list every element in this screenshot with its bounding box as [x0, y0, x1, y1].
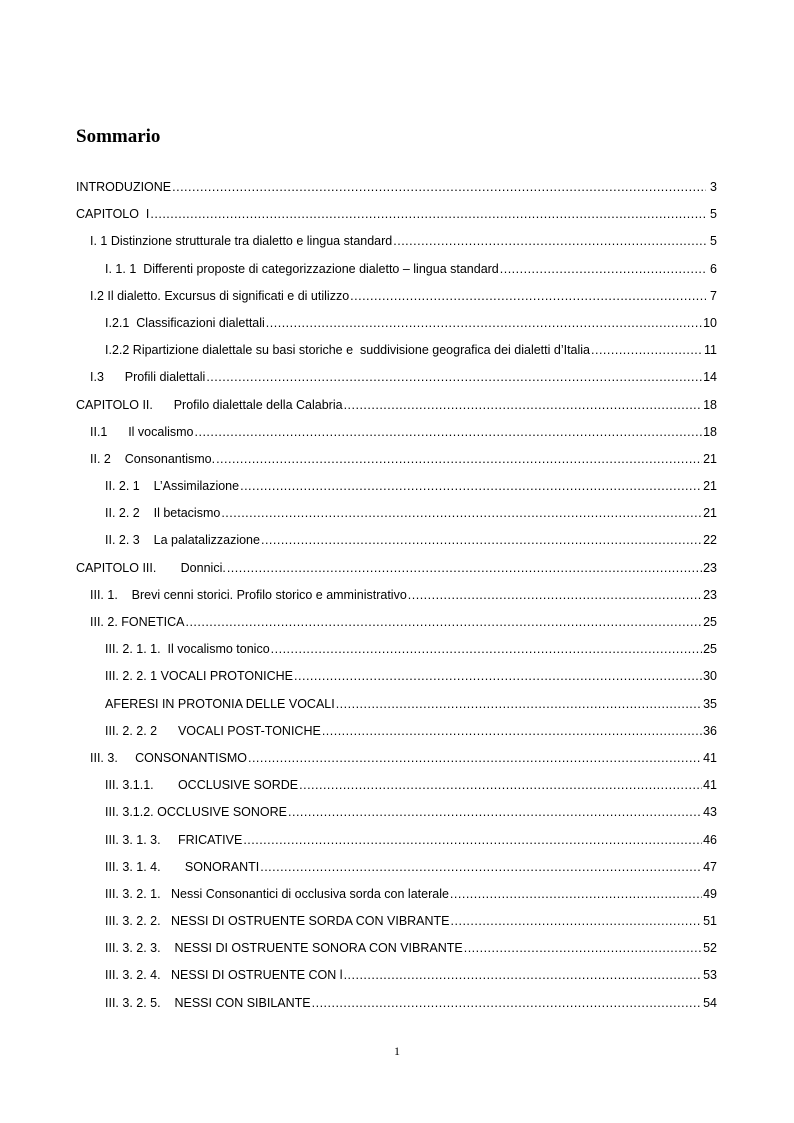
toc-entry-page: 23	[703, 587, 717, 602]
dot-leader	[195, 425, 703, 439]
toc-entry-label: I. 1. 1 Differenti proposte di categorizzazione dialetto – lingua standard	[105, 261, 499, 276]
toc-entry[interactable]	[76, 968, 717, 995]
dot-leader	[150, 207, 706, 221]
toc-entry[interactable]	[76, 289, 717, 316]
toc-entry-page: 53	[703, 968, 717, 983]
toc-entry[interactable]	[76, 506, 717, 533]
toc-entry[interactable]	[76, 615, 717, 642]
toc-entry[interactable]	[76, 941, 717, 968]
dot-leader	[221, 506, 702, 520]
dot-leader	[336, 697, 702, 711]
toc-entry-page: 47	[703, 859, 717, 874]
toc-entry-page: 25	[703, 615, 717, 629]
toc-entry-label: CAPITOLO III. Donnici.	[76, 560, 226, 575]
toc-entry-label: II. 2. 1 L’Assimilazione	[105, 479, 240, 494]
toc-entry-label: III. 3. CONSONANTISMO	[90, 750, 247, 765]
toc-entry-label: AFERESI IN PROTONIA DELLE VOCALI	[105, 696, 335, 711]
toc-entry-label: INTRODUZIONE	[76, 180, 172, 194]
toc-entry[interactable]	[76, 669, 717, 696]
toc-entry-page: 52	[703, 941, 717, 956]
dot-leader	[216, 452, 702, 466]
toc-entry-label: III. 3. 2. 4. NESSI DI OSTRUENTE CON l	[105, 968, 343, 983]
toc-entry-page: 5	[710, 234, 717, 249]
dot-leader	[322, 724, 702, 738]
toc-entry-page: 35	[703, 696, 717, 711]
toc-entry-page: 21	[703, 506, 717, 521]
dot-leader	[344, 968, 703, 982]
toc-entry[interactable]	[76, 805, 717, 832]
dot-leader	[350, 289, 706, 303]
page-title: Sommario	[76, 126, 161, 147]
dot-leader	[294, 669, 702, 683]
toc-entry[interactable]	[76, 724, 717, 751]
dot-leader	[172, 180, 706, 194]
toc-entry[interactable]	[76, 751, 717, 778]
dot-leader	[500, 262, 706, 276]
toc-entry[interactable]	[76, 370, 717, 397]
dot-leader	[185, 615, 702, 629]
toc-entry-label: I.3 Profili dialettali	[90, 370, 206, 385]
toc-entry-page: 22	[703, 533, 717, 548]
toc-entry[interactable]	[76, 697, 717, 724]
dot-leader	[248, 751, 702, 765]
toc-entry[interactable]	[76, 778, 717, 805]
dot-leader	[451, 914, 703, 928]
toc-entry[interactable]	[76, 316, 717, 343]
toc-entry-label: I.2.1 Classificazioni dialettali	[105, 315, 265, 330]
dot-leader	[464, 941, 702, 955]
toc-entry[interactable]	[76, 425, 717, 452]
toc-entry[interactable]	[76, 642, 717, 669]
dot-leader	[344, 398, 703, 412]
toc-entry[interactable]	[76, 234, 717, 261]
dot-leader	[227, 561, 702, 575]
toc-entry-label: I.2.2 Ripartizione dialettale su basi storiche e suddivisione geografica dei dialetti d’Italia	[105, 343, 591, 358]
toc-entry-page: 10	[703, 315, 717, 330]
toc-entry-page: 23	[703, 560, 717, 575]
dot-leader	[591, 343, 703, 357]
toc-entry-page: 25	[703, 642, 717, 657]
toc-entry-label: III. 1. Brevi cenni storici. Profilo storico e amministrativo	[90, 587, 407, 602]
toc-entry-page: 46	[703, 832, 717, 847]
toc-entry-page: 49	[703, 886, 717, 901]
dot-leader	[408, 588, 702, 602]
toc-entry[interactable]	[76, 561, 717, 588]
toc-entry-page: 18	[703, 424, 717, 439]
toc-entry[interactable]	[76, 860, 717, 887]
toc-entry[interactable]	[76, 914, 717, 941]
toc-entry[interactable]	[76, 207, 717, 234]
dot-leader	[450, 887, 702, 901]
toc-entry-page: 14	[703, 370, 717, 385]
dot-leader	[266, 316, 702, 330]
toc-entry[interactable]	[76, 262, 717, 289]
toc-entry-page: 21	[703, 451, 717, 466]
toc-entry-label: III. 3. 1. 3. FRICATIVE	[105, 832, 243, 847]
toc-entry-label: III. 2. 2. 1 VOCALI PROTONICHE	[105, 669, 294, 684]
toc-entry-label: III. 3. 2. 1. Nessi Consonantici di occlusiva sorda con laterale	[105, 886, 449, 901]
toc-entry-label: II. 2. 3 La palatalizzazione	[105, 533, 260, 548]
toc-entry-label: CAPITOLO I	[76, 207, 150, 222]
dot-leader	[260, 860, 702, 874]
toc-entry[interactable]	[76, 996, 717, 1023]
page-number: 1	[394, 1044, 400, 1058]
toc-entry-label: III. 3. 2. 5. NESSI CON SIBILANTE	[105, 995, 311, 1010]
dot-leader	[261, 533, 702, 547]
toc-entry-page: 3	[710, 180, 717, 194]
toc-entry[interactable]	[76, 479, 717, 506]
toc-entry-page: 11	[704, 343, 717, 358]
toc-entry-label: III. 3. 1. 4. SONORANTI	[105, 859, 260, 874]
toc-entry-label: II. 2. 2 Il betacismo	[105, 506, 221, 521]
toc-entry-label: III. 2. FONETICA	[90, 615, 185, 629]
dot-leader	[240, 479, 702, 493]
dot-leader	[299, 778, 702, 792]
toc-entry-label: II.1 Il vocalismo	[90, 424, 194, 439]
toc-entry-page: 5	[710, 207, 717, 222]
dot-leader	[312, 996, 702, 1010]
toc-entry-page: 30	[703, 669, 717, 684]
toc-entry-page: 18	[703, 397, 717, 412]
toc-entry-label: I.2 Il dialetto. Excursus di significati e di utilizzo	[90, 288, 350, 303]
toc-entry[interactable]	[76, 180, 717, 207]
toc-entry-page: 54	[703, 995, 717, 1010]
toc-entry-page: 43	[703, 805, 717, 820]
toc-entry[interactable]	[76, 343, 717, 370]
dot-leader	[271, 642, 702, 656]
toc-entry-label: III. 3. 2. 3. NESSI DI OSTRUENTE SONORA CON VIBRANTE	[105, 941, 463, 956]
dot-leader	[243, 833, 702, 847]
toc-entry-label: III. 3. 2. 2. NESSI DI OSTRUENTE SORDA CON VIBRANTE	[105, 914, 450, 929]
toc-entry-label: III. 2. 1. 1. Il vocalismo tonico	[105, 642, 270, 657]
dot-leader	[206, 370, 702, 384]
toc-entry-label: I. 1 Distinzione strutturale tra dialetto e lingua standard	[90, 234, 393, 249]
toc-entry[interactable]	[76, 887, 717, 914]
toc-entry-page: 41	[703, 750, 717, 765]
toc-entry-page: 6	[710, 261, 717, 276]
toc-entry-label: III. 3.1.1. OCCLUSIVE SORDE	[105, 778, 299, 793]
toc-entry-label: III. 3.1.2. OCCLUSIVE SONORE	[105, 805, 288, 820]
toc-entry-page: 41	[703, 778, 717, 793]
toc-entry[interactable]	[76, 452, 717, 479]
toc-entry-page: 21	[703, 479, 717, 494]
dot-leader	[393, 234, 706, 248]
toc-entry-label: II. 2 Consonantismo.	[90, 451, 216, 466]
toc-entry[interactable]	[76, 833, 717, 860]
toc-entry[interactable]	[76, 533, 717, 560]
toc-entry-label: III. 2. 2. 2 VOCALI POST-TONICHE	[105, 723, 321, 738]
toc-entry-label: CAPITOLO II. Profilo dialettale della Calabria	[76, 397, 343, 412]
toc-entry[interactable]	[76, 398, 717, 425]
toc-entry[interactable]	[76, 588, 717, 615]
toc-entry-page: 36	[703, 723, 717, 738]
dot-leader	[288, 805, 702, 819]
toc-entry-page: 51	[703, 914, 717, 929]
table-of-contents	[76, 180, 717, 1023]
toc-entry-page: 7	[710, 288, 717, 303]
